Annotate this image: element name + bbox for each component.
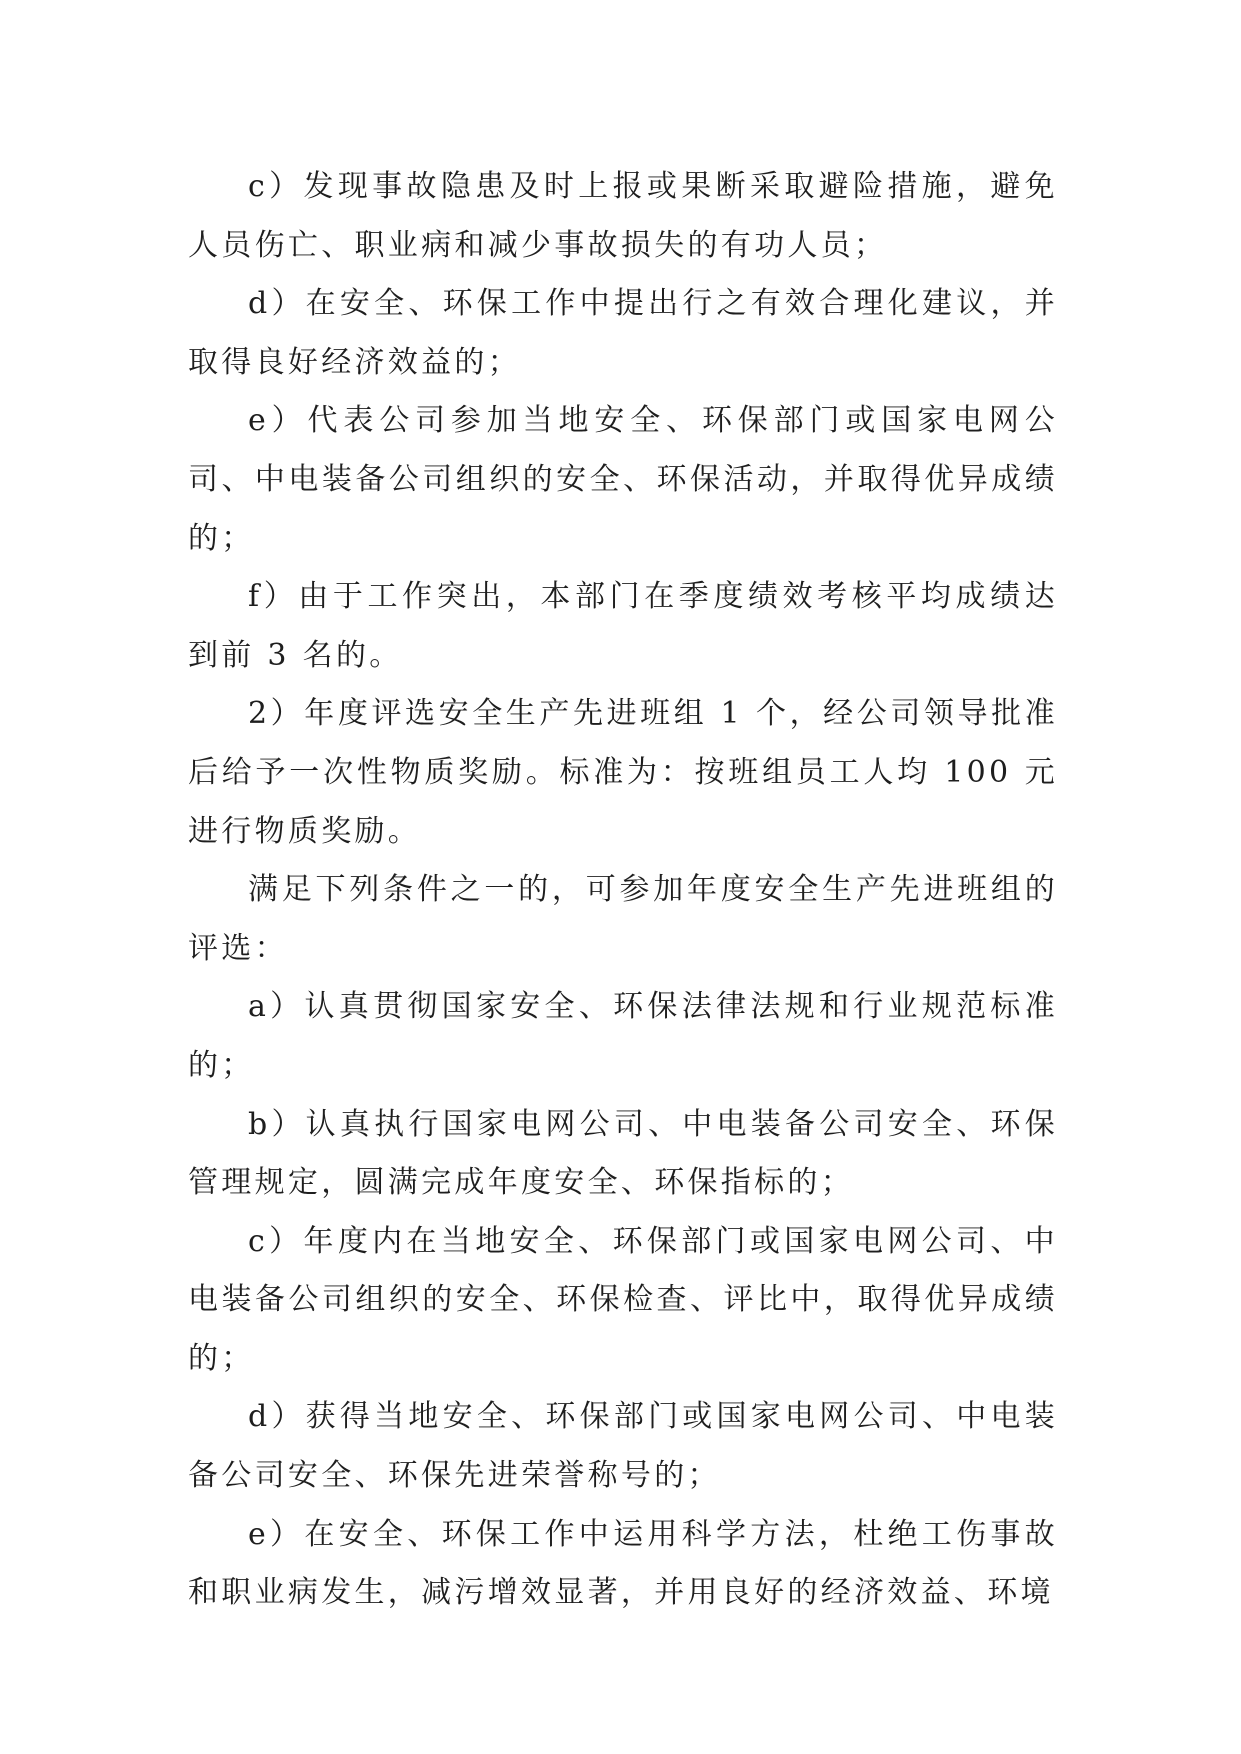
paragraph-b-execute-regulations: b）认真执行国家电网公司、中电装备公司安全、环保管理规定，圆满完成年度安全、环保指标的； [188,1106,1058,1201]
paragraph-f-performance-ranking: f）由于工作突出，本部门在季度绩效考核平均成绩达到前 3 名的。 [188,579,1058,673]
paragraph-d-honor-titles: d）获得当地安全、环保部门或国家电网公司、中电装备公司安全、环保先进荣誉称号的； [188,1399,1058,1494]
paragraph-eligibility-intro: 满足下列条件之一的，可参加年度安全生产先进班组的评选： [188,872,1058,966]
paragraph-c-inspection-results: c）年度内在当地安全、环保部门或国家电网公司、中电装备公司组织的安全、环保检查、评比中，取得优异成绩的； [188,1223,1058,1376]
document-body [188,158,1058,1623]
paragraph-d-rationalization-proposal: d）在安全、环保工作中提出行之有效合理化建议，并取得良好经济效益的； [188,286,1058,380]
paragraph-e-scientific-methods: e）在安全、环保工作中运用科学方法，杜绝工伤事故和职业病发生，减污增效显著，并用良好的经济效益、环境 [188,1516,1058,1611]
paragraph-2-advanced-team-award: 2）年度评选安全生产先进班组 1 个，经公司领导批准后给予一次性物质奖励。标准为：按班组员工人均 100 元进行物质奖励。 [188,696,1058,849]
paragraph-a-implement-laws: a）认真贯彻国家安全、环保法律法规和行业规范标准的； [188,989,1058,1083]
paragraph-c-accident-reporting: c）发现事故隐患及时上报或果断采取避险措施，避免人员伤亡、职业病和减少事故损失的有功人员； [188,169,1058,263]
paragraph-e-represent-company: e）代表公司参加当地安全、环保部门或国家电网公司、中电装备公司组织的安全、环保活动，并取得优异成绩的； [188,403,1058,556]
